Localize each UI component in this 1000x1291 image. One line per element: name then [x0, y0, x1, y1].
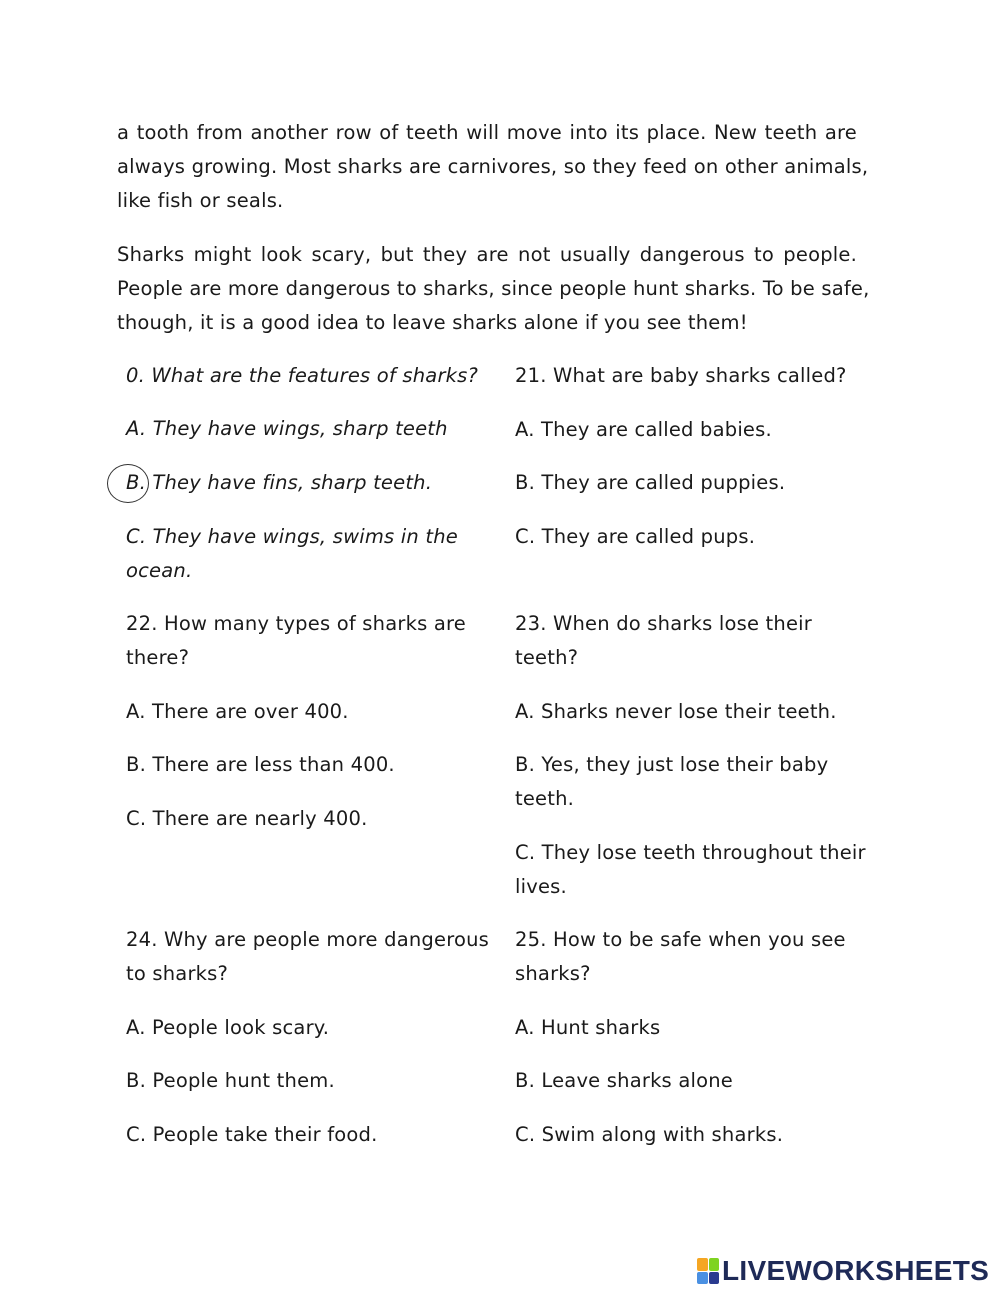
question-22-option-b[interactable]: B. There are less than 400. [126, 753, 395, 776]
passage-line: though, it is a good idea to leave sharks alone if you see them! [117, 311, 748, 334]
question-0-option-c[interactable]: C. They have wings, swims in the [126, 525, 458, 548]
question-25-option-a[interactable]: A. Hunt sharks [515, 1016, 661, 1039]
question-25-option-b[interactable]: B. Leave sharks alone [515, 1069, 733, 1092]
passage-line: Sharks might look scary, but they are not usually dangerous to people. [117, 243, 857, 266]
question-25-option-c[interactable]: C. Swim along with sharks. [515, 1123, 784, 1146]
question-21-text: 21. What are baby sharks called? [515, 364, 847, 387]
question-24-text-cont: to sharks? [126, 962, 229, 985]
passage-line: like fish or seals. [117, 189, 284, 212]
question-23-text-cont: teeth? [515, 646, 579, 669]
question-22-text-cont: there? [126, 646, 190, 669]
question-25-text-cont: sharks? [515, 962, 591, 985]
passage-line: always growing. Most sharks are carnivores, so they feed on other animals, [117, 155, 869, 178]
question-21-option-b[interactable]: B. They are called puppies. [515, 471, 786, 494]
question-21-option-a[interactable]: A. They are called babies. [515, 418, 772, 441]
question-24-option-a[interactable]: A. People look scary. [126, 1016, 330, 1039]
question-22-option-a[interactable]: A. There are over 400. [126, 700, 349, 723]
question-23-text: 23. When do sharks lose their [515, 612, 812, 635]
question-24-option-c[interactable]: C. People take their food. [126, 1123, 378, 1146]
question-23-option-b[interactable]: B. Yes, they just lose their baby [515, 753, 829, 776]
passage-paragraph-1 [117, 116, 869, 218]
liveworksheets-logo-icon [697, 1258, 719, 1284]
passage-line: a tooth from another row of teeth will move into its place. New teeth are [117, 121, 857, 144]
passage-line: People are more dangerous to sharks, since people hunt sharks. To be safe, [117, 277, 870, 300]
liveworksheets-logo [697, 1256, 989, 1286]
question-23-option-c[interactable]: C. They lose teeth throughout their [515, 841, 866, 864]
logo-text: LIVEWORKSHEETS [722, 1255, 990, 1286]
question-23-option-c-cont: lives. [515, 875, 567, 898]
question-0-option-b[interactable]: B. They have fins, sharp teeth. [126, 471, 433, 494]
question-24-text: 24. Why are people more dangerous [126, 928, 490, 951]
question-21-option-c[interactable]: C. They are called pups. [515, 525, 756, 548]
passage-paragraph-2 [117, 238, 870, 340]
question-23-option-a[interactable]: A. Sharks never lose their teeth. [515, 700, 837, 723]
question-22-option-c[interactable]: C. There are nearly 400. [126, 807, 368, 830]
question-23-option-b-cont: teeth. [515, 787, 575, 810]
question-0-text: 0. What are the features of sharks? [126, 364, 479, 387]
question-22-text: 22. How many types of sharks are [126, 612, 466, 635]
question-0-option-c-cont: ocean. [126, 559, 193, 582]
question-25-text: 25. How to be safe when you see [515, 928, 846, 951]
question-24-option-b[interactable]: B. People hunt them. [126, 1069, 335, 1092]
question-0-option-a[interactable]: A. They have wings, sharp teeth [126, 417, 448, 440]
